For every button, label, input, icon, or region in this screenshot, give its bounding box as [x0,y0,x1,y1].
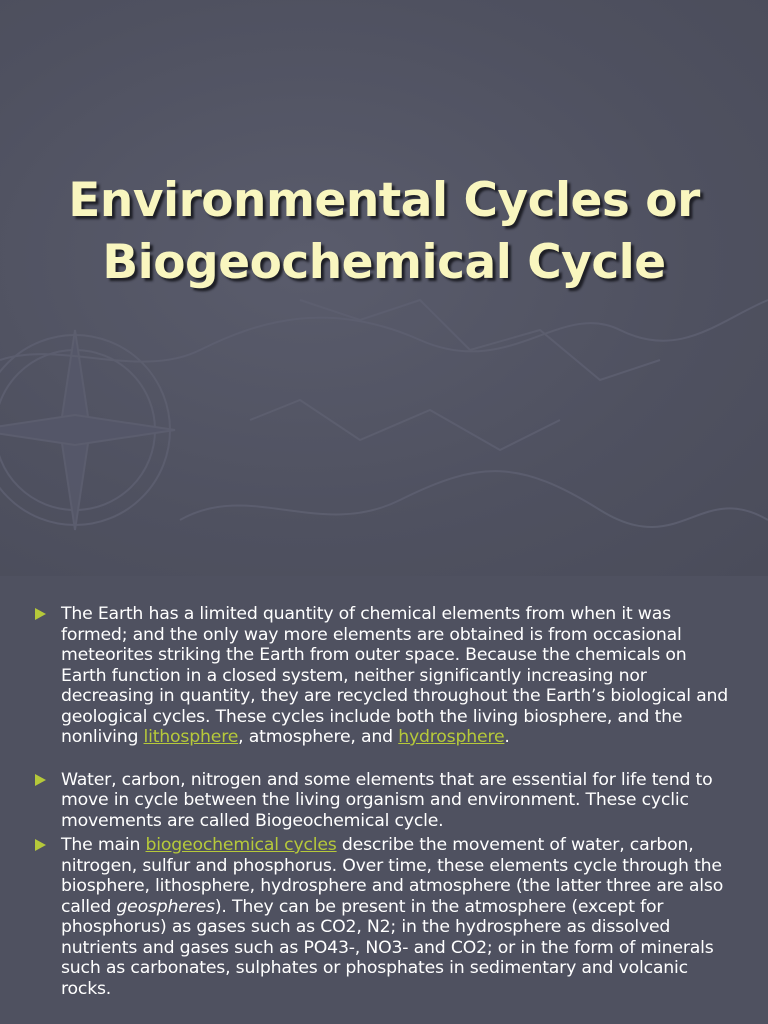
bullet-3-text: The main [61,835,146,855]
geospheres-term: geospheres [116,896,215,917]
bullet-1-text: The Earth has a limited quantity of chemical elements from when it was formed; and the only way more elements are obtained is from occasional meteorites striking the Earth from outer space. Because the chemicals on Earth function in a closed system, neither significantly increasing nor decreasing in quantity, they are recycled throughout the Earth’s biological and geological cycles. These cycles include both the living biosphere, and the nonliving [61,604,729,747]
bullet-arrow-icon [35,608,46,620]
title-line-2: Biogeochemical Cycle [102,235,666,290]
bullet-arrow-icon [35,839,46,851]
bullet-2-text: Water, carbon, nitrogen and some elements that are essential for life tend to move in cycle between the living organism and environment. These cyclic movements are called Biogeochemical cycle. [61,769,713,831]
bullet-1-text-end: . [504,727,510,747]
lithosphere-link[interactable]: lithosphere [143,727,239,747]
title-line-1: Environmental Cycles or [68,173,700,228]
bullet-3-text-middle: describe the movement of water, carbon, nitrogen, sulfur and phosphorus. Over time, these elements cycle through the biosphere, lithosphere, hydrosphere and atmosphere (the latter three are also called [61,835,724,917]
bullet-item-3 [35,835,735,999]
biogeochemical-cycles-link[interactable]: biogeochemical cycles [145,835,337,855]
slide-title [0,170,768,294]
content-slide [0,576,768,1024]
hydrosphere-link[interactable]: hydrosphere [398,727,505,747]
bullet-1-text-middle: , atmosphere, and [238,727,399,747]
bullet-item-2 [35,770,735,832]
bullet-list [35,604,735,999]
bullet-arrow-icon [35,774,46,786]
bullet-3-text-end: ). They can be present in the atmosphere (except for phosphorus) as gases such as CO2, N2; in the hydrosphere as dissolved nutrients and gases such as PO43-, NO3- and CO2; or in the form of minerals such as carbonates, sulphates or phosphates in sedimentary and volcanic rocks. [61,896,714,999]
bullet-item-1 [35,604,735,748]
